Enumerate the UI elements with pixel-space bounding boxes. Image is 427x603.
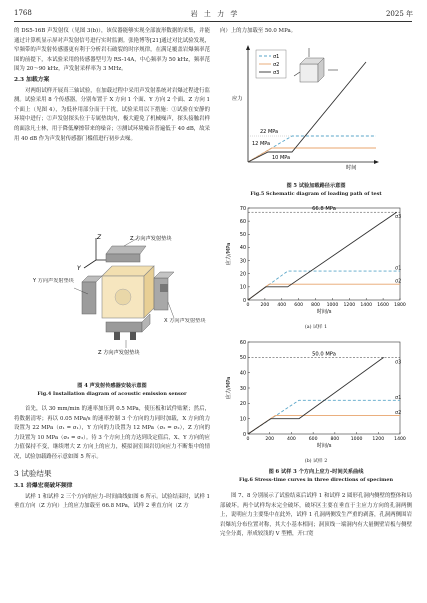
y-tick-label: 0: [242, 432, 246, 438]
series-line-σ3: [248, 212, 397, 300]
stress-time-chart-specimen-1: [222, 202, 410, 320]
paragraph: 试样 1 和试样 2 三个方向的应力–时间曲线如图 6 所示。试验结束时，试样 1 垂直方向（Z 方向）上的应力加载至 66.8 MPa，试样 2 垂直方向（Z 方: [14, 493, 210, 510]
x-tick-label: 200: [265, 437, 275, 442]
fig5-label-10: 10 MPa: [272, 155, 291, 161]
chapter-heading: 3 试验结果: [14, 468, 52, 478]
left-column-lower: [14, 405, 210, 512]
fig4-caption-cn: 图 4 声发射传感器安装示意图: [77, 383, 147, 389]
plot-frame: [248, 208, 400, 300]
y-tick-label: 30: [239, 386, 246, 392]
paragraph: 对两组试样开展真三轴试验，在加载过程中采用声发射系统对岩爆过程进行监测。试验采用 8 个传感器，分别布置于 X 方向 1 个面、Y 方向 2 个面、Z 方向 1 个面上（见图 4），为低补用部分而于干扰，试验采用以下措施：①试验在安静的环境中进行；②声发射探头位于专属垫块内，极大避免了机械噪声，探头接触岩样的面涂凡士林，用于降低摩擦带来的噪音；③测试环境噪音普遍低于 40 dB，故采用 40 dB 作为声发射传感器门槛值进行初步去噪。: [14, 87, 210, 142]
z-pad-bottom-label: Z 方向声发射垫块: [98, 350, 140, 356]
fig5-caption-cn: 图 5 试验加载路径示意图: [286, 183, 346, 189]
x-axis-label: 时间/s: [316, 443, 332, 449]
paragraph: 向）上的力加载至 50.0 MPa。: [220, 28, 297, 34]
y-tick-label: 60: [239, 340, 246, 346]
page-number: 1768: [14, 9, 32, 17]
legend-sigma3: σ3: [273, 70, 280, 76]
paragraph: 图 7、8 分别展示了试验结束后试样 1 和试样 2 圆形孔洞内侧壁的整体和局部破坏。两个试样均未完全破坏，破坏区主要在垂直于主应力方向的孔洞两侧上，说明应力主要集中在此外，试样 1 孔洞两侧发生严重的剥落，孔洞两侧围岩岩爆坑分布位置对称，其大小基本相同；洞顶线一端洞内有大量侧壁岩板与侧壁完全分离，形成较浅的 V 型槽，开口宽: [220, 493, 412, 538]
sensor-installation-diagram: [14, 232, 210, 380]
fig6-caption-en: Fig.6 Stress-time curves in three directions of specimen: [239, 477, 393, 483]
series-label: σ3: [395, 359, 402, 366]
journal-title: 岩 土 力 学: [190, 10, 240, 18]
x-tick-label: 800: [330, 437, 340, 442]
fig5-label-22: 22 MPa: [260, 129, 279, 135]
y-tick-label: 10: [239, 417, 246, 423]
series-label: σ1: [395, 394, 402, 401]
peak-annotation: 50.0 MPa: [312, 351, 336, 358]
fig5-caption-en: Fig.5 Schematic diagram of loading path of test: [250, 191, 382, 197]
x-tick-label: 1000: [326, 303, 339, 308]
series-line-σ1: [248, 400, 400, 434]
x-tick-label: 600: [308, 437, 318, 442]
x-tick-label: 0: [246, 437, 250, 442]
y-axis-label: Y: [77, 265, 81, 272]
x-pad-label: X 方向声发射垫块: [164, 318, 206, 324]
x-axis-label: 时间/s: [316, 309, 332, 315]
x-tick-label: 800: [311, 303, 320, 308]
fig5-ylabel: 应力: [232, 96, 243, 102]
y-tick-label: 40: [239, 371, 246, 377]
section-heading: 3.1 岩爆宏观破坏频律: [14, 483, 73, 490]
fig5-label-12: 12 MPa: [252, 141, 271, 147]
x-tick-label: 1400: [394, 437, 406, 442]
x-tick-label: 1400: [360, 303, 373, 308]
fig4-caption-en: Fig.4 Installation diagram of acoustic emission sensor: [37, 391, 187, 397]
y-tick-label: 0: [242, 298, 246, 304]
y-tick-label: 10: [239, 285, 246, 291]
x-tick-label: 1600: [377, 303, 389, 308]
series-line-σ3: [248, 357, 384, 434]
fig6-caption-cn: 图 6 试样 3 个方向上应力–时间关系曲线: [268, 469, 364, 475]
x-tick-label: 400: [277, 303, 287, 308]
x-tick-label: 1800: [394, 303, 406, 308]
y-axis-label: 应力/MPa: [226, 242, 232, 266]
x-tick-label: 1200: [372, 437, 385, 442]
y-tick-label: 40: [239, 246, 246, 252]
peak-annotation: 66.8 MPa: [312, 206, 336, 213]
stress-time-chart-specimen-2: [222, 336, 410, 454]
series-label: σ2: [395, 278, 402, 285]
series-line-σ1: [248, 271, 400, 300]
z-pad-label: Z 方向声发射垫块: [130, 236, 172, 242]
year: 2025 年: [385, 10, 413, 18]
y-tick-label: 70: [239, 206, 246, 212]
x-tick-label: 400: [287, 437, 296, 442]
paragraph: 首先，以 30 mm/min 的速率加压到 0.5 MPa，使压板和试件贴紧；然后，将数据清零；再以 0.05 MPa/s 的速率控制 3 个方向的力同时加载，X 方向的力设置为 22 MPa（σ₁ = σ₁），Y 方向的力设置为 12 MPa（σ₂ = σ₂），Z 方向的力设置为 10 MPa（σ₃ = σ₃）。待 3 个方向上的力达到设定值后，X、Y 方向的应力值保持不变，继续增大 Z 方向上的应力，模拟洞室围岩切向应力不断集中的情况，试验加载路径示意如图 5 所示。: [14, 406, 210, 460]
series-label: σ1: [395, 265, 402, 272]
paragraph: 的 DS5-16B 声发射仪（见图 3(b)），该仪器能够实现全部波形数据的采集，并能通过计算机显示屏对声发射信号进行实时监测。张艳博等[21]通过对比试验发现，窄频带的声发射传感器更有利于分析岩石破裂的时序规律，在满足覆盖岩爆频率范围的前提下，本试验采用的传感器型号为 RS-14A，中心频率为 50 kHz，频率范围为 20～90 kHz，声发射采样率为 3 MHz。: [14, 28, 210, 73]
series-label: σ3: [395, 214, 402, 221]
x-tick-label: 1000: [350, 437, 363, 442]
legend-sigma2: σ2: [273, 62, 280, 68]
y-pad-label: Y 方向声发射垫块: [32, 278, 74, 284]
y-tick-label: 50: [239, 356, 246, 362]
fig6b-subcaption: (b) 试样 2: [304, 459, 328, 464]
y-tick-label: 50: [239, 233, 246, 239]
y-tick-label: 20: [239, 402, 246, 408]
x-tick-label: 0: [246, 303, 250, 308]
y-tick-label: 20: [239, 272, 246, 278]
section-heading: 2.3 加载方案: [14, 76, 50, 83]
x-tick-label: 200: [260, 303, 270, 308]
x-tick-label: 600: [294, 303, 304, 308]
fig6a-subcaption: (a) 试样 1: [304, 325, 328, 330]
y-tick-label: 60: [239, 219, 246, 225]
fig5-xlabel: 时间: [346, 165, 357, 170]
y-axis-label: 应力/MPa: [226, 376, 232, 400]
x-tick-label: 1200: [343, 303, 356, 308]
header-rule: [14, 21, 412, 22]
loading-path-diagram: [226, 42, 396, 170]
legend-sigma1: σ1: [273, 54, 280, 60]
figure-4: [14, 232, 210, 380]
figure-5: [226, 42, 396, 170]
left-column: [14, 27, 210, 144]
right-column-bottom: [220, 492, 412, 540]
z-axis-label: Z: [97, 234, 102, 241]
series-label: σ2: [395, 410, 402, 417]
right-column-top: [220, 27, 412, 37]
y-tick-label: 30: [239, 259, 246, 265]
